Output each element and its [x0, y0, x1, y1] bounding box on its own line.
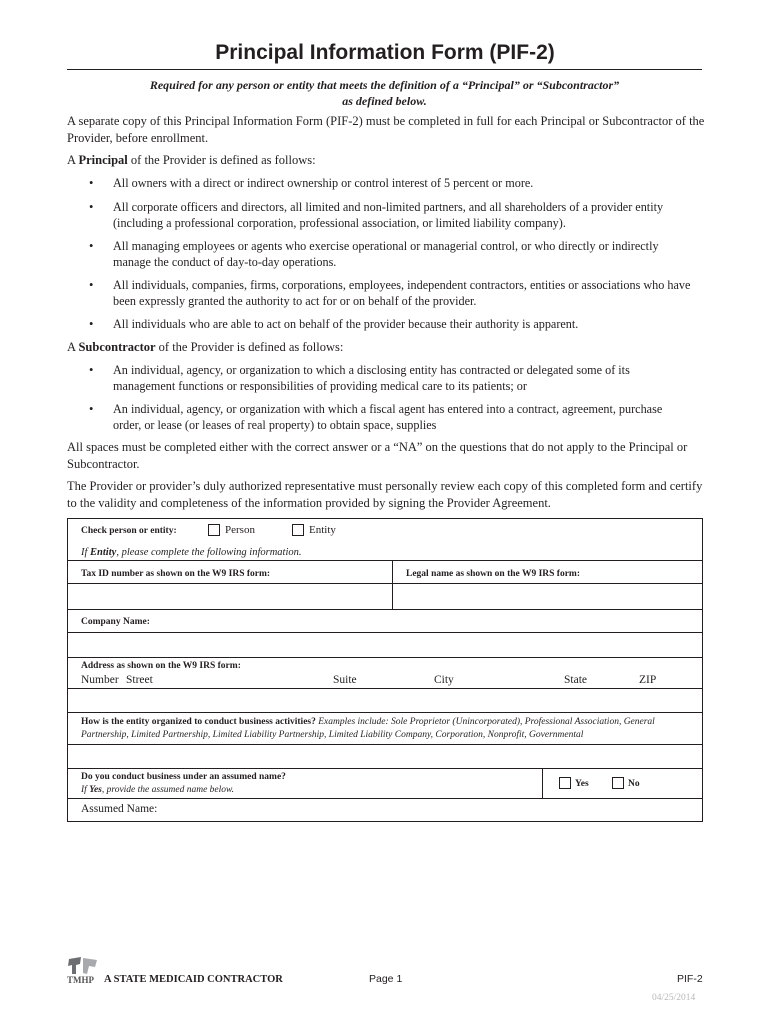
- check-person-entity-label: Check person or entity:: [81, 526, 177, 536]
- entity-instruction: If Entity, please complete the following information.: [81, 547, 302, 558]
- intro-line-1: A separate copy of this Principal Information Form (PIF-2) must be completed in full for each Principal or Subcontractor of the: [67, 114, 705, 128]
- intro-line-2: Provider, before enrollment.: [67, 130, 209, 145]
- assumed-name-instruction: If Yes, provide the assumed name below.: [81, 785, 235, 795]
- yes-checkbox[interactable]: [559, 777, 571, 789]
- divider: [68, 712, 702, 713]
- bullet-icon: •: [89, 278, 94, 292]
- subtitle-line-1: Required for any person or entity that meets the definition of a “Principal” or “Subcontractor”: [149, 78, 620, 92]
- company-name-field[interactable]: [68, 633, 702, 657]
- bullet-icon: •: [89, 363, 94, 377]
- tax-id-field[interactable]: [68, 584, 392, 609]
- assumed-name-field[interactable]: [68, 799, 702, 821]
- subtitle: [67, 77, 702, 109]
- legal-name-field[interactable]: [393, 584, 702, 609]
- title-divider: [67, 69, 702, 70]
- entity-checkbox[interactable]: [292, 524, 304, 536]
- no-checkbox[interactable]: [612, 777, 624, 789]
- list-item: All managing employees or agents who exercise operational or managerial control, or who directly or indirectly manage the conduct of day-to-day operations.: [113, 239, 659, 269]
- page-number: Page 1: [369, 973, 403, 985]
- company-name-label: Company Name:: [81, 617, 150, 627]
- list-item: An individual, agency, or organization with which a fiscal agent has entered into a contract, agreement, purchase order, or lease (or leases of real property) to obtain space, supplies: [113, 402, 663, 432]
- list-item: All individuals, companies, firms, corporations, employees, independent contractors, entities or associations who have been expressly granted the authority to act for or on behalf of the provider.: [113, 278, 691, 308]
- assumed-name-label: Assumed Name:: [81, 803, 158, 815]
- divider: [68, 657, 702, 658]
- completion-paragraph: All spaces must be completed either with the correct answer or a “NA” on the questions that do not apply to the Principal or Subcontractor.: [67, 440, 688, 471]
- certification-paragraph: The Provider or provider’s duly authorized representative must personally review each copy of this completed form and certify to the validity and completeness of the information provided by signing the Provider Agreement.: [67, 479, 703, 510]
- principal-definition: A Principal of the Provider is defined as follows:: [67, 153, 316, 167]
- organization-question-label: How is the entity organized to conduct business activities?: [81, 717, 316, 727]
- address-zip-label: ZIP: [639, 674, 657, 686]
- revision-date: 04/25/2014: [652, 993, 696, 1003]
- column-divider: [542, 768, 543, 798]
- list-item: All corporate officers and directors, all limited and non-limited partners, and all shareholders of a provider entity (including a professional corporation, professional association, or limited liability company).: [113, 200, 664, 230]
- contractor-label: A STATE MEDICAID CONTRACTOR: [104, 974, 283, 985]
- subtitle-line-2: as defined below.: [342, 94, 427, 108]
- form-code: PIF-2: [677, 973, 703, 985]
- yes-label: Yes: [575, 779, 589, 789]
- assumed-name-question: Do you conduct business under an assumed name?: [81, 772, 286, 782]
- address-suite-label: Suite: [333, 674, 357, 686]
- list-item: All individuals who are able to act on behalf of the provider because their authority is apparent.: [113, 317, 579, 331]
- no-label: No: [628, 779, 640, 789]
- address-number-label: Number: [81, 674, 119, 686]
- list-item: All owners with a direct or indirect ownership or control interest of 5 percent or more.: [113, 176, 534, 190]
- organization-field[interactable]: [68, 745, 702, 768]
- principal-term: Principal: [78, 153, 128, 167]
- bullet-icon: •: [89, 239, 94, 253]
- divider: [68, 560, 702, 561]
- address-street-label: Street: [126, 674, 153, 686]
- bullet-icon: •: [89, 402, 94, 416]
- list-item: An individual, agency, or organization to which a disclosing entity has contracted or delegated some of its management functions or responsibilities of providing medical care to its patients; or: [113, 363, 630, 393]
- person-label: Person: [225, 524, 255, 536]
- divider: [68, 609, 702, 610]
- entity-label: Entity: [309, 524, 336, 536]
- address-city-label: City: [434, 674, 454, 686]
- divider: [68, 768, 702, 769]
- person-checkbox[interactable]: [208, 524, 220, 536]
- intro-paragraph: [67, 113, 707, 146]
- legal-name-label: Legal name as shown on the W9 IRS form:: [406, 569, 581, 579]
- bullet-icon: •: [89, 317, 94, 331]
- tmhp-logo-text: TMHP: [67, 975, 94, 985]
- page-title: Principal Information Form (PIF-2): [215, 41, 555, 64]
- entity-form: [67, 518, 703, 822]
- bullet-icon: •: [89, 176, 94, 190]
- address-label: Address as shown on the W9 IRS form:: [81, 661, 241, 671]
- tax-id-label: Tax ID number as shown on the W9 IRS form:: [81, 569, 271, 579]
- bullet-icon: •: [89, 200, 94, 214]
- subcontractor-term: Subcontractor: [78, 340, 156, 354]
- subcontractor-definition: A Subcontractor of the Provider is defined as follows:: [67, 340, 344, 354]
- address-field[interactable]: [68, 689, 702, 712]
- address-state-label: State: [564, 674, 587, 686]
- organization-question: How is the entity organized to conduct business activities? Examples include: Sole Proprietor (Unincorporated), Professional Association, General Partnership, Limited Partnership, Limited Liability Partnership, Limited Liability Company, Corporation, Nonprofit, Governmental: [81, 717, 655, 740]
